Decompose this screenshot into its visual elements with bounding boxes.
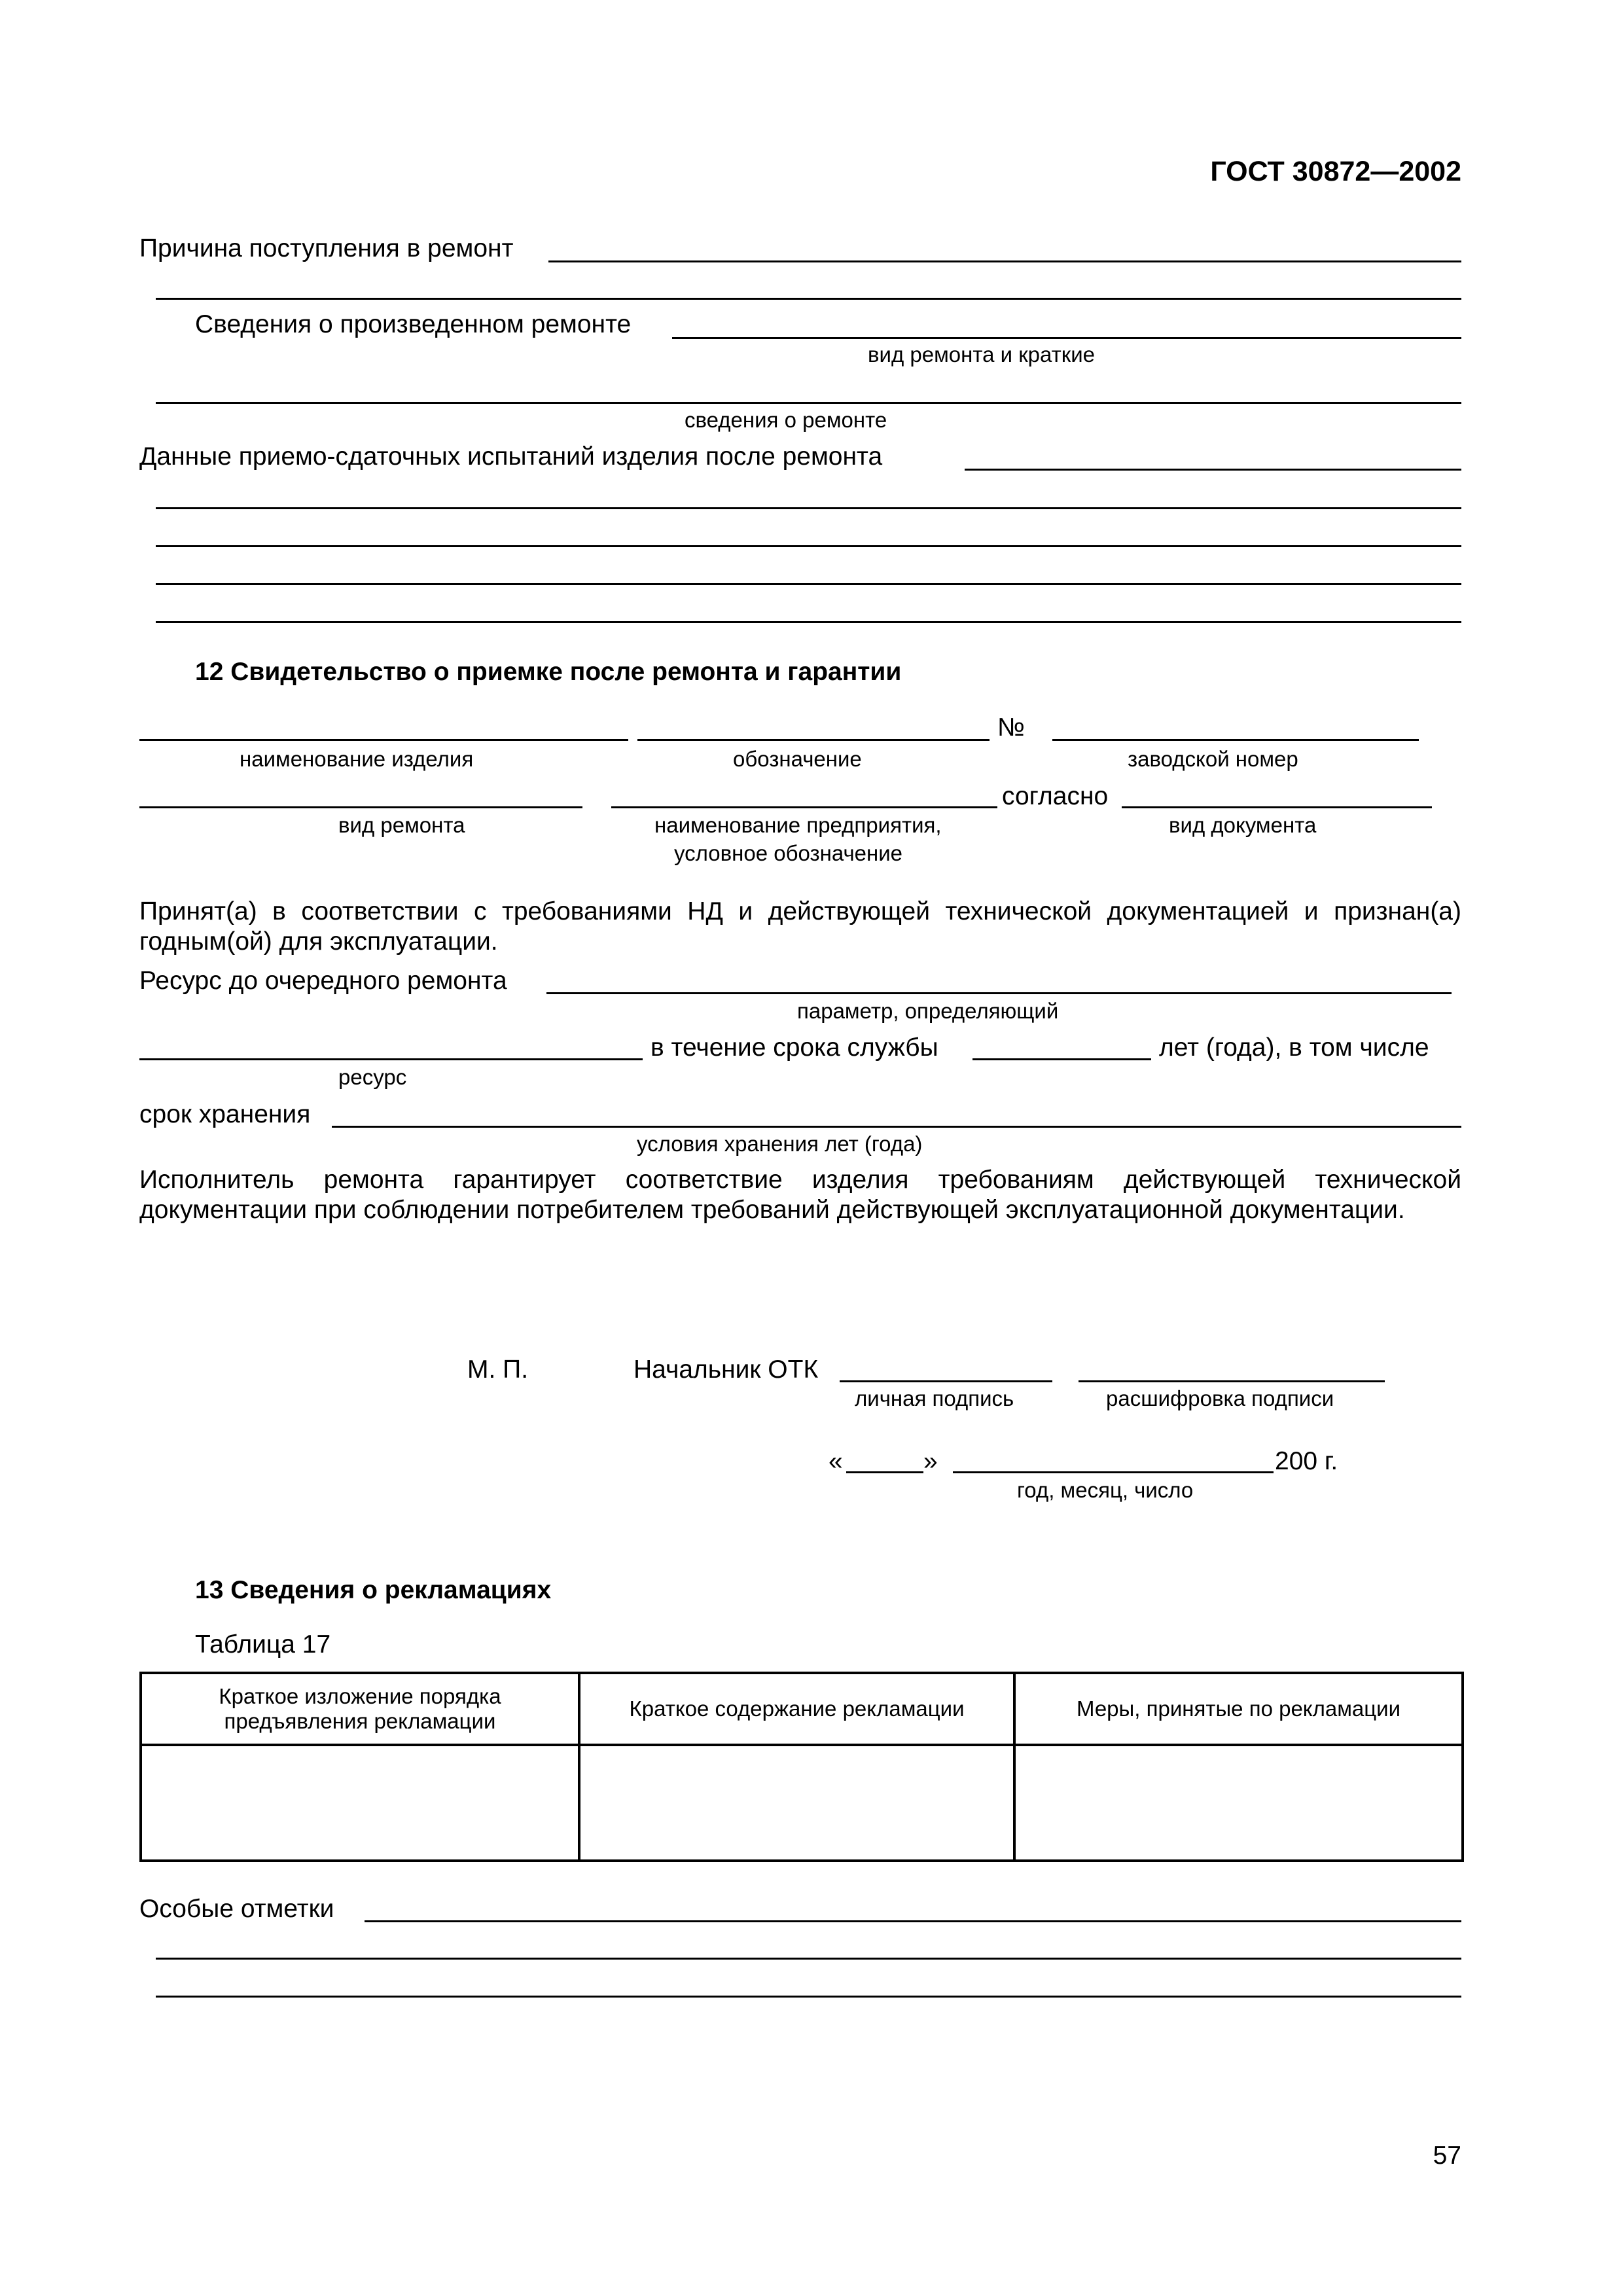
stamp-label: М. П. [467, 1355, 529, 1384]
year-suffix: 200 г. [1275, 1447, 1338, 1475]
signature-decoding-field[interactable] [1079, 1380, 1385, 1382]
special-notes-line-2[interactable] [156, 1958, 1461, 1960]
enterprise-caption-1: наименование предприятия, [654, 813, 942, 837]
repair-info-line-2[interactable] [156, 402, 1461, 404]
table-cell-content[interactable] [579, 1745, 1014, 1861]
otk-head-label: Начальник ОТК [633, 1355, 819, 1384]
claims-table [139, 1672, 1464, 1862]
day-field[interactable] [846, 1471, 923, 1473]
table-cell-procedure[interactable] [141, 1745, 579, 1861]
years-label: лет (года), в том числе [1159, 1033, 1429, 1062]
repair-reason-label: Причина поступления в ремонт [139, 234, 514, 262]
special-notes-label: Особые отметки [139, 1895, 334, 1923]
quote-open: « [829, 1447, 843, 1475]
acceptance-tests-line-4[interactable] [156, 583, 1461, 585]
acceptance-tests-field[interactable] [965, 469, 1461, 471]
table-row [141, 1745, 1463, 1861]
service-life-label: в течение срока службы [651, 1033, 938, 1062]
resource-field[interactable] [546, 992, 1452, 994]
repair-info-caption-2: сведения о ремонте [685, 408, 887, 432]
storage-label: срок хранения [139, 1100, 311, 1128]
designation-caption: обозначение [733, 747, 862, 771]
column-header-procedure: Краткое изложение порядка предъявления рекламации [141, 1673, 579, 1745]
document-type-caption: вид документа [1169, 813, 1317, 837]
number-sign: № [997, 713, 1025, 742]
personal-signature-field[interactable] [840, 1380, 1052, 1382]
resource-param-caption: параметр, определяющий [797, 999, 1059, 1023]
product-name-field[interactable] [139, 739, 628, 741]
document-type-field[interactable] [1122, 806, 1432, 808]
serial-number-field[interactable] [1052, 739, 1419, 741]
storage-caption: условия хранения лет (года) [637, 1132, 923, 1156]
date-caption: год, месяц, число [1017, 1478, 1194, 1502]
repair-info-caption-1: вид ремонта и краткие [868, 342, 1095, 367]
table-header-row [141, 1673, 1463, 1745]
repair-reason-line-2[interactable] [156, 298, 1461, 300]
accepted-statement: Принят(а) в соответствии с требованиями НД и действующей технической документацией и признан(а) годным(ой) для эксплуатации. [139, 897, 1461, 956]
enterprise-caption-2: условное обозначение [674, 841, 903, 865]
column-header-content: Краткое содержание рекламации [579, 1673, 1014, 1745]
special-notes-line-3[interactable] [156, 1996, 1461, 1998]
acceptance-tests-line-3[interactable] [156, 545, 1461, 547]
according-label: согласно [1002, 782, 1109, 810]
acceptance-tests-line-5[interactable] [156, 621, 1461, 623]
designation-field[interactable] [637, 739, 990, 741]
resource-label: Ресурс до очередного ремонта [139, 967, 507, 995]
service-life-field[interactable] [972, 1058, 1151, 1060]
signature-decoding-caption: расшифровка подписи [1106, 1386, 1334, 1410]
storage-field[interactable] [332, 1126, 1461, 1128]
section-13-title: 13 Сведения о рекламациях [195, 1576, 552, 1604]
warranty-statement: Исполнитель ремонта гарантирует соответствие изделия требованиям действующей технической документации при соблюдении потребителем требований действующей эксплуатационной документации. [139, 1166, 1461, 1224]
resource-caption: ресурс [338, 1065, 407, 1089]
product-name-caption: наименование изделия [240, 747, 474, 771]
acceptance-tests-line-2[interactable] [156, 507, 1461, 509]
quote-close: » [923, 1447, 938, 1475]
standard-header: ГОСТ 30872—2002 [1210, 156, 1461, 187]
acceptance-tests-label: Данные приемо-сдаточных испытаний изделия после ремонта [139, 442, 883, 471]
column-header-measures: Меры, принятые по рекламации [1014, 1673, 1463, 1745]
repair-info-label: Сведения о произведенном ремонте [195, 310, 632, 338]
personal-signature-caption: личная подпись [855, 1386, 1014, 1410]
special-notes-field[interactable] [365, 1920, 1461, 1922]
repair-type-caption: вид ремонта [338, 813, 465, 837]
table-cell-measures[interactable] [1014, 1745, 1463, 1861]
serial-number-caption: заводской номер [1128, 747, 1298, 771]
section-12-title: 12 Свидетельство о приемке после ремонта и гарантии [195, 658, 902, 686]
repair-reason-field[interactable] [548, 260, 1461, 262]
table-label: Таблица 17 [195, 1630, 331, 1659]
page-number: 57 [1433, 2142, 1461, 2170]
enterprise-field[interactable] [611, 806, 997, 808]
repair-info-field[interactable] [672, 337, 1461, 339]
date-field[interactable] [953, 1471, 1274, 1473]
repair-type-field[interactable] [139, 806, 582, 808]
resource-value-field[interactable] [139, 1058, 643, 1060]
